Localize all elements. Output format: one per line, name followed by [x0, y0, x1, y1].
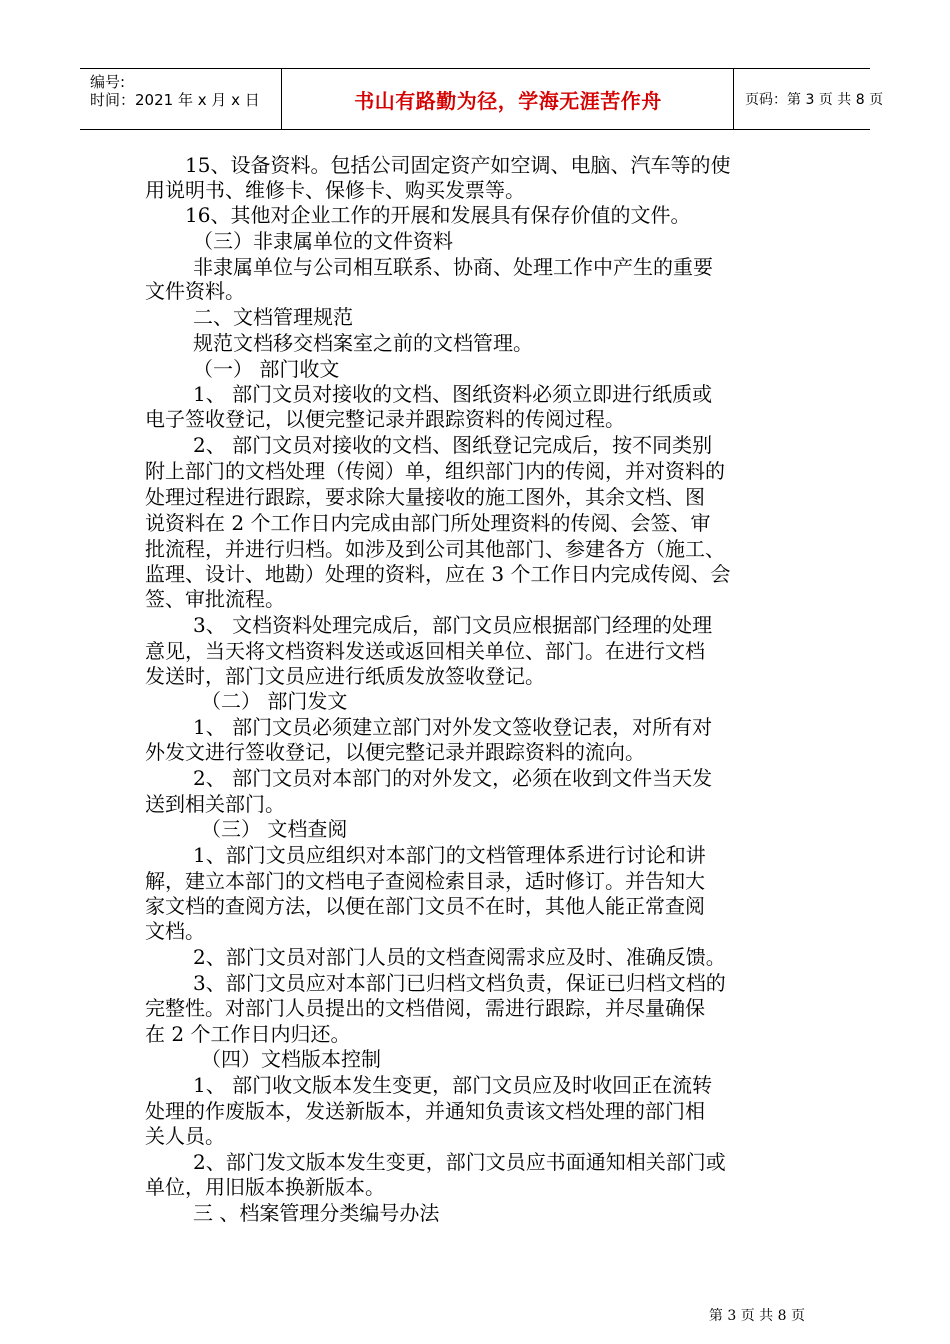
doc-number-label: 编号:	[90, 73, 126, 91]
page-code: 页码：第 3 页 共 8 页	[745, 92, 884, 108]
body-line: 1、 部门文员必须建立部门对外发文签收登记表，对所有对	[193, 715, 713, 739]
body-line: 单位，用旧版本换新版本。	[145, 1175, 385, 1199]
date-label: 时间：2021 年 x 月 x 日	[90, 91, 260, 109]
body-line: 外发文进行签收登记，以便完整记录并跟踪资料的流向。	[145, 740, 645, 764]
body-line: 文件资料。	[145, 279, 245, 303]
body-line: 1、 部门文员对接收的文档、图纸资料必须立即进行纸质或	[193, 382, 713, 406]
page-footer: 第 3 页 共 8 页	[708, 1308, 805, 1324]
body-line: 1、部门文员应组织对本部门的文档管理体系进行讨论和讲	[193, 843, 706, 867]
header-info-cell	[80, 69, 282, 129]
body-line: 16、其他对企业工作的开展和发展具有保存价值的文件。	[185, 203, 691, 227]
body-line: 文档。	[145, 919, 205, 943]
body-line: 送到相关部门。	[145, 792, 285, 816]
body-line: 15、设备资料。包括公司固定资产如空调、电脑、汽车等的使	[185, 153, 731, 177]
body-line: 2、部门文员对部门人员的文档查阅需求应及时、准确反馈。	[193, 945, 726, 969]
section-heading: （三） 文档查阅	[201, 817, 348, 841]
body-line: 附上部门的文档处理（传阅）单，组织部门内的传阅，并对资料的	[145, 459, 725, 483]
body-line: 非隶属单位与公司相互联系、协商、处理工作中产生的重要	[193, 255, 713, 279]
section-heading: 二、文档管理规范	[193, 305, 353, 329]
body-line: 规范文档移交档案室之前的文档管理。	[193, 331, 533, 355]
section-heading: 三 、档案管理分类编号办法	[193, 1201, 440, 1225]
body-line: 在 2 个工作日内归还。	[145, 1022, 351, 1046]
body-line: 发送时，部门文员应进行纸质发放签收登记。	[145, 664, 545, 688]
body-line: 批流程，并进行归档。如涉及到公司其他部门、参建各方（施工、	[145, 537, 725, 561]
section-heading: （四）文档版本控制	[201, 1047, 381, 1071]
body-line: 说资料在 2 个工作日内完成由部门所处理资料的传阅、会签、审	[145, 511, 711, 535]
body-line: 3、 文档资料处理完成后，部门文员应根据部门经理的处理	[193, 613, 713, 637]
header-page-cell	[735, 69, 884, 129]
body-line: 完整性。对部门人员提出的文档借阅，需进行跟踪，并尽量确保	[145, 996, 705, 1020]
body-line: 电子签收登记，以便完整记录并跟踪资料的传阅过程。	[145, 407, 625, 431]
header-motto-cell	[283, 69, 734, 129]
body-line: 3、部门文员应对本部门已归档文档负责，保证已归档文档的	[193, 971, 726, 995]
body-line: 意见，当天将文档资料发送或返回相关单位、部门。在进行文档	[145, 639, 705, 663]
section-heading: （三）非隶属单位的文件资料	[193, 229, 453, 253]
body-line: 1、 部门收文版本发生变更，部门文员应及时收回正在流转	[193, 1073, 713, 1097]
body-line: 2、 部门文员对本部门的对外发文，必须在收到文件当天发	[193, 766, 713, 790]
body-line: 解，建立本部门的文档电子查阅检索目录，适时修订。并告知大	[145, 869, 705, 893]
body-line: 处理的作废版本，发送新版本，并通知负责该文档处理的部门相	[145, 1099, 705, 1123]
body-line: 处理过程进行跟踪，要求除大量接收的施工图外，其余文档、图	[145, 485, 705, 509]
section-heading: （一） 部门收文	[193, 357, 340, 381]
body-line: 2、部门发文版本发生变更，部门文员应书面通知相关部门或	[193, 1150, 726, 1174]
body-line: 监理、设计、地勘）处理的资料，应在 3 个工作日内完成传阅、会	[145, 562, 731, 586]
page-header	[80, 68, 884, 130]
body-line: 签、审批流程。	[145, 587, 285, 611]
body-line: 家文档的查阅方法，以便在部门文员不在时，其他人能正常查阅	[145, 894, 705, 918]
motto-text: 书山有路勤为径，学海无涯苦作舟	[354, 88, 662, 113]
body-line: 关人员。	[145, 1124, 225, 1148]
section-heading: （二） 部门发文	[201, 689, 348, 713]
body-line: 用说明书、维修卡、保修卡、购买发票等。	[145, 178, 525, 202]
body-line: 2、 部门文员对接收的文档、图纸登记完成后，按不同类别	[193, 433, 713, 457]
